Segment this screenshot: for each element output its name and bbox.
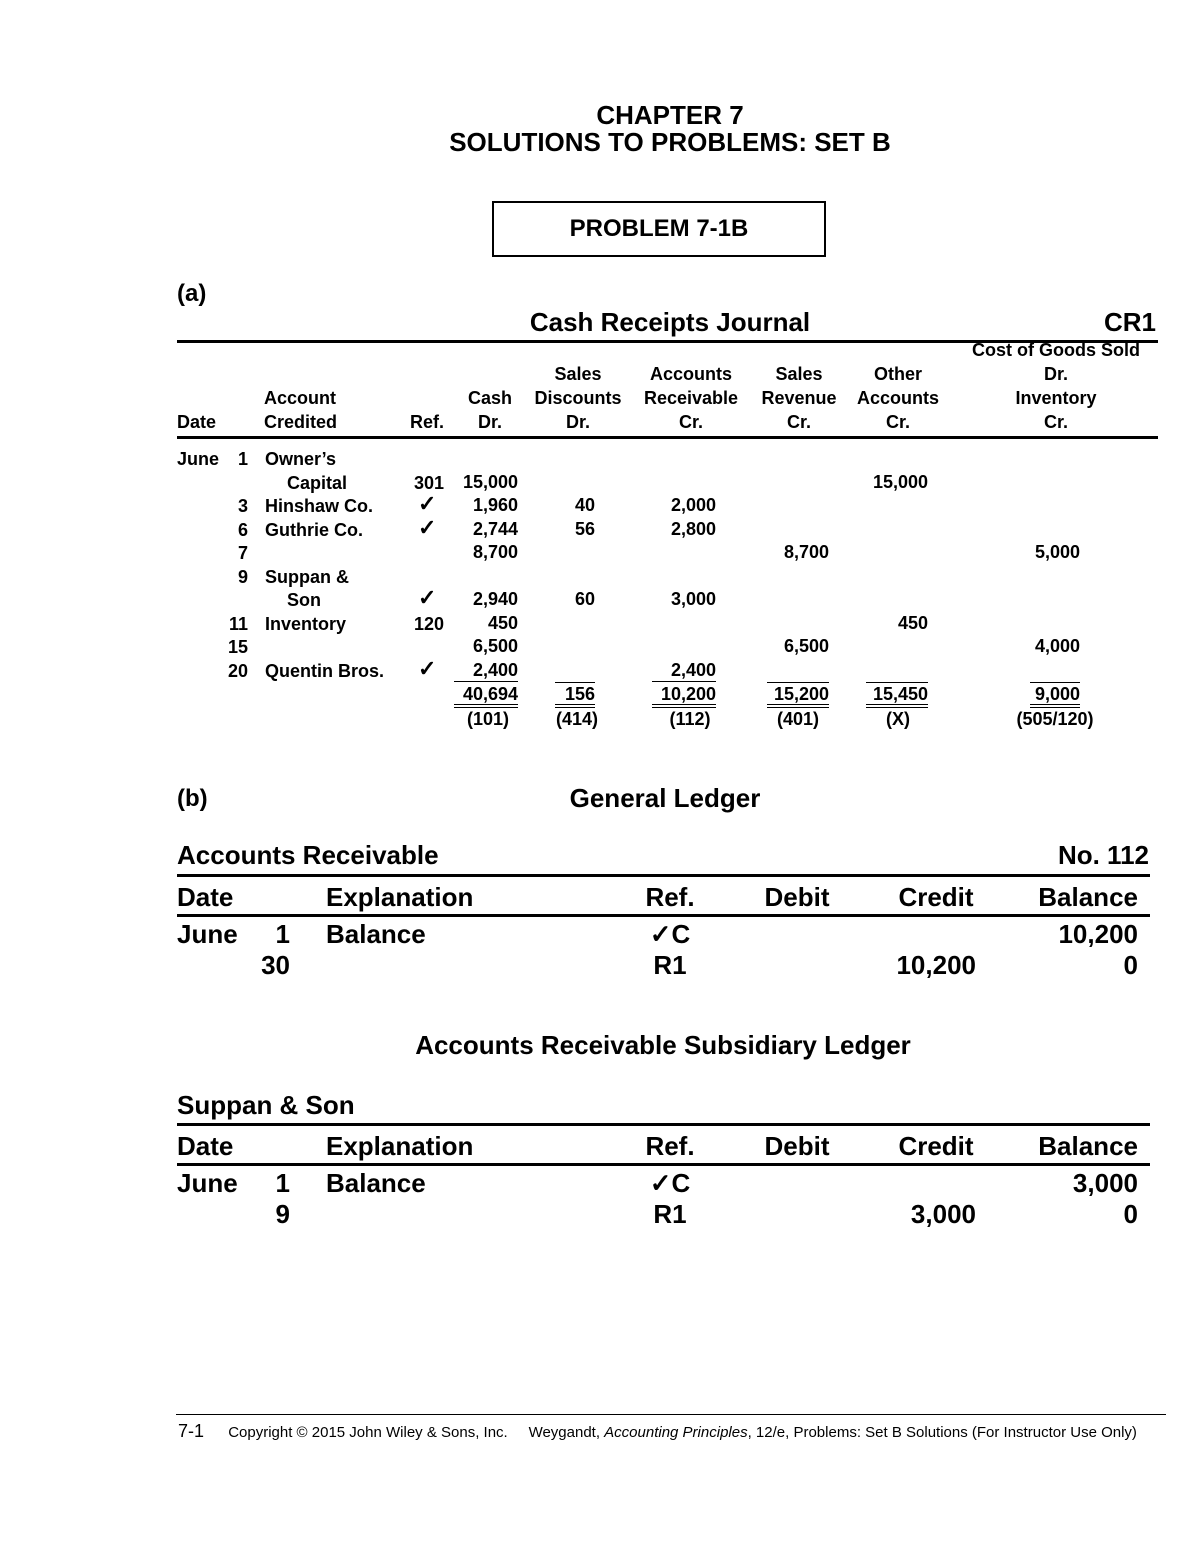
journal-column-header: Other Accounts Cr. [856,364,939,432]
ledger-balance: 3,000 [1072,1168,1138,1198]
journal-column-header: Ref. [409,412,444,432]
journal-day: 6 [237,519,248,540]
ledger-column-header: Ref. [645,1131,695,1161]
journal-day: 20 [227,660,248,681]
journal-amount-ar: 2,800 [670,518,716,539]
journal-amount-cash: 15,000 [462,471,518,492]
ledger-top-rule [177,1123,1150,1126]
ledger-top-rule [177,874,1150,877]
journal-column-header: Sales Revenue Cr. [761,364,837,432]
journal-ref: 120 [413,613,444,634]
ledger-explanation: Balance [326,919,426,949]
checkmark-icon: ✓ [418,655,437,681]
journal-account-credited: Owner’s [265,449,337,469]
journal-amount-cash: 2,744 [472,518,518,539]
ledger-day: 30 [261,950,290,980]
journal-day: 7 [237,543,248,563]
journal-posting-ref-sales: (401) [776,709,820,729]
journal-amount-cash: 2,940 [472,589,518,609]
ledger-credit: 3,000 [910,1199,976,1229]
suppan-account-name: Suppan & Son [177,1090,355,1120]
journal-amount-disc: 60 [574,589,595,609]
ledger-column-header: Explanation [326,882,474,912]
journal-day: 1 [237,449,248,469]
journal-day: 9 [237,566,248,587]
ledger-month: June [177,919,238,949]
journal-column-header: Cash Dr. [467,388,512,432]
ledger-column-header: Date [177,1131,234,1161]
journal-posting-ref-other: (X) [886,709,910,729]
journal-posting-ref-cogs: (505/120) [1016,709,1094,729]
ledger-balance: 0 [1123,1199,1138,1229]
copyright-text: Copyright © 2015 John Wiley & Sons, Inc. [228,1424,508,1441]
ledger-balance: 10,200 [1058,919,1138,949]
journal-amount-cash: 1,960 [472,495,518,515]
journal-amount-cogs: 5,000 [1034,542,1080,562]
footer-note: Problems: Set B Solutions (For Instructor Use Only) [793,1424,1137,1441]
journal-column-header: Cost of Goods Sold Dr. Inventory Cr. [972,340,1140,432]
ledger-column-header: Credit [898,1131,974,1161]
ledger-column-header: Ref. [645,882,695,912]
ledger-column-header: Debit [764,882,830,912]
ledger-ref: ✓C [649,1168,691,1198]
ledger-credit: 10,200 [896,950,976,980]
footer-rule [176,1414,1166,1415]
journal-amount-ar: 2,400 [652,660,716,682]
journal-posting-ref-ar: (112) [669,709,711,729]
checkmark-icon: ✓ [418,585,437,610]
journal-amount-other: 450 [897,612,928,633]
journal-total-cash: 40,694 [454,684,518,708]
ledger-header-rule [177,1163,1150,1166]
journal-total-sales: 15,200 [767,684,829,708]
journal-column-header: Accounts Receivable Cr. [643,364,739,432]
journal-header-rule [177,436,1158,439]
journal-posting-ref-cash: (101) [466,709,510,729]
journal-amount-other: 15,000 [872,471,928,492]
journal-blank-underline [767,682,829,683]
part-a-label: (a) [177,280,207,307]
book-title: Accounting Principles [604,1424,748,1441]
ledger-column-header: Date [177,882,234,912]
journal-total-other: 15,450 [866,684,928,708]
journal-column-header: Date [177,412,217,432]
subsidiary-ledger-title: Accounts Receivable Subsidiary Ledger [415,1030,911,1060]
journal-amount-disc: 40 [574,495,595,515]
journal-total-disc: 156 [555,684,595,708]
ledger-ref: R1 [653,950,687,980]
ledger-balance: 0 [1123,950,1138,980]
footer [178,1420,1168,1444]
journal-amount-cash: 6,500 [472,636,518,656]
journal-code: CR1 [1103,307,1156,337]
checkmark-icon: ✓ [418,491,437,516]
ar-account-name: Accounts Receivable [177,840,439,870]
journal-column-header: Sales Discounts Dr. [534,364,622,432]
journal-account-credited: Suppan & [265,566,349,587]
journal-total-cogs: 9,000 [1030,684,1080,708]
journal-account-credited: Hinshaw Co. [265,496,374,516]
ledger-month: June [177,1168,238,1198]
journal-blank-underline [866,682,928,683]
journal-account-credited: Son [287,590,321,610]
journal-ref: 301 [413,472,444,493]
journal-posting-ref-disc: (414) [555,709,599,729]
journal-amount-sales: 8,700 [783,542,829,562]
ledger-column-header: Debit [764,1131,830,1161]
chapter-title: CHAPTER 7 [596,100,744,130]
section-subtitle: SOLUTIONS TO PROBLEMS: SET B [449,127,891,157]
journal-account-credited: Inventory [265,613,347,634]
ar-account-number: No. 112 [1057,840,1149,870]
journal-amount-ar: 3,000 [670,589,716,609]
journal-amount-disc: 56 [574,518,595,539]
journal-column-header: Account Credited [264,388,338,432]
journal-account-credited: Quentin Bros. [265,660,385,681]
journal-amount-cash: 450 [487,612,518,633]
ledger-ref: ✓C [649,919,691,949]
ledger-day: 1 [275,919,290,949]
ledger-day: 9 [275,1199,290,1229]
journal-blank-underline [1030,682,1080,683]
ledger-column-header: Explanation [326,1131,474,1161]
general-ledger-title: General Ledger [569,783,761,813]
journal-blank-underline [555,682,595,683]
journal-amount-cogs: 4,000 [1034,636,1080,656]
ledger-explanation: Balance [326,1168,426,1198]
journal-amount-cash: 8,700 [472,542,518,562]
ledger-day: 1 [275,1168,290,1198]
ledger-header-rule [177,914,1150,917]
journal-title: Cash Receipts Journal [529,307,811,337]
checkmark-icon: ✓ [418,514,437,540]
journal-day: 11 [228,613,248,634]
ledger-ref: R1 [653,1199,687,1229]
ledger-column-header: Credit [898,882,974,912]
problem-heading-box: PROBLEM 7-1B [492,201,826,257]
journal-total-ar: 10,200 [652,684,716,708]
part-b-label: (b) [177,785,208,812]
journal-amount-ar: 2,000 [670,495,716,515]
edition-text: , 12/e, [747,1424,790,1441]
journal-amount-cash: 2,400 [454,660,518,682]
journal-month: June [177,449,220,469]
journal-day: 15 [227,637,248,657]
journal-day: 3 [237,496,248,516]
journal-account-credited: Capital [287,472,348,493]
journal-amount-sales: 6,500 [783,636,829,656]
journal-account-credited: Guthrie Co. [265,519,363,540]
page-number: 7-1 [178,1421,205,1441]
ledger-column-header: Balance [1038,1131,1138,1161]
ledger-column-header: Balance [1038,882,1138,912]
author-text: Weygandt, [528,1424,600,1441]
